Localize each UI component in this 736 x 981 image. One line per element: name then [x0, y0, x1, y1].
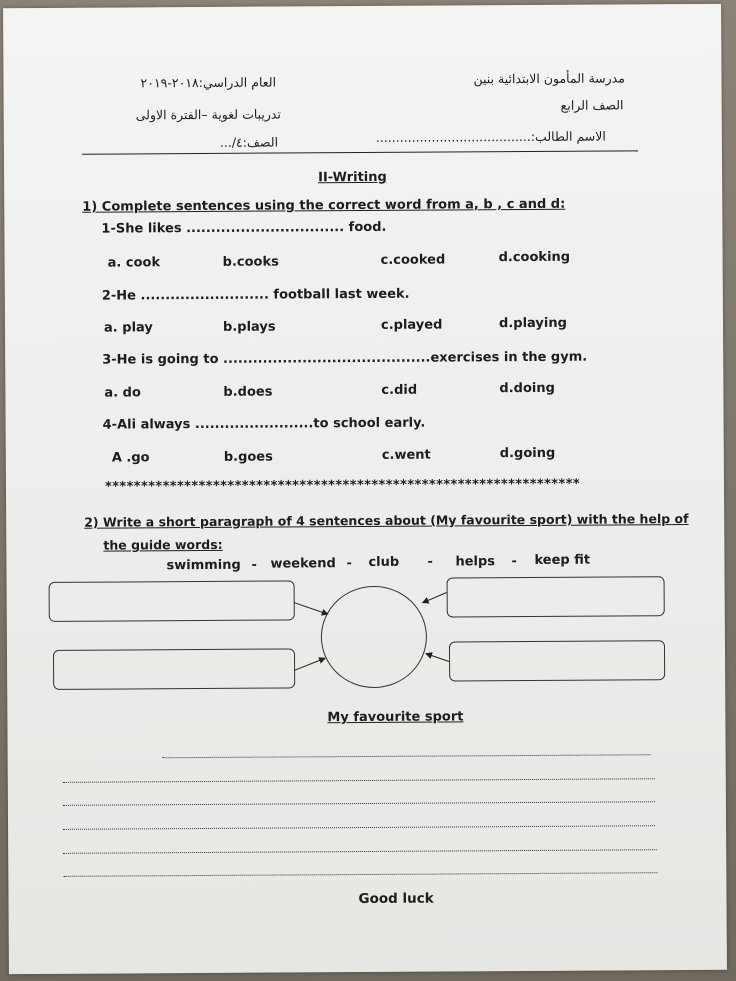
- mindmap-center-circle: [321, 586, 428, 689]
- guide-word-helps: helps: [455, 554, 496, 570]
- paragraph-title: My favourite sport: [327, 709, 464, 726]
- q1-item-1-stem: 1-She likes ................................ food.: [101, 219, 387, 237]
- writing-line-2[interactable]: [63, 778, 655, 783]
- arrow-top-right: [423, 593, 447, 603]
- arrow-top-left: [294, 602, 328, 614]
- q1-item-2-stem: 2-He .......................... football last week.: [101, 286, 410, 304]
- q1-item-4-option-c: c.went: [381, 447, 431, 463]
- guide-word-dash-3: -: [427, 554, 433, 570]
- q1-item-3-stem: 3-He is going to ..........................................exercises in the gym.: [102, 349, 588, 368]
- writing-line-5[interactable]: [63, 849, 657, 854]
- header-rule: [82, 150, 638, 154]
- guide-word-swimming: swimming: [166, 557, 241, 574]
- academic-year: العام الدراسي:٢٠١٨-٢٠١٩: [140, 74, 277, 91]
- q1-item-1-option-c: c.cooked: [380, 252, 446, 268]
- training-label: تدريبات لغوية –الفترة الاولى: [135, 106, 282, 123]
- q1-instruction-text: 1) Complete sentences using the correct word from a, b , c and d:: [82, 196, 566, 215]
- writing-line-4[interactable]: [63, 825, 655, 830]
- guide-word-club: club: [368, 554, 400, 570]
- mindmap-box-top-right: [447, 576, 665, 617]
- q1-item-3-option-a: a. do: [104, 385, 141, 401]
- q1-item-2-option-b: b.plays: [222, 319, 276, 335]
- q1-item-4-option-d: d.going: [499, 445, 556, 462]
- mindmap-box-bottom-right: [449, 640, 665, 681]
- guide-word-dash-4: -: [511, 554, 517, 570]
- q1-instruction: [82, 197, 565, 215]
- writing-line-1[interactable]: [163, 754, 651, 758]
- writing-line-3[interactable]: [63, 801, 655, 806]
- school-name: مدرسة المأمون الابتدائية بنين: [473, 70, 625, 87]
- arrow-bottom-left: [294, 658, 325, 670]
- grade-label: الصف الرابع: [560, 97, 624, 113]
- arrow-bottom-right: [426, 653, 449, 661]
- q1-item-1-option-b: b.cooks: [222, 254, 279, 270]
- good-luck-footer: Good luck: [358, 890, 434, 908]
- q1-item-4-option-a: A .go: [111, 450, 150, 466]
- writing-line-6[interactable]: [63, 872, 657, 877]
- guide-word-dash-1: -: [251, 557, 257, 573]
- mindmap-box-bottom-left: [53, 648, 295, 689]
- q1-item-1-option-a: a. cook: [107, 255, 161, 271]
- guide-word-weekend: weekend: [270, 556, 336, 572]
- separator-stars: ******************************************************************: [104, 476, 581, 495]
- q1-item-1-option-d: d.cooking: [498, 249, 571, 266]
- guide-word-dash-2: -: [346, 556, 352, 572]
- q1-item-3-option-b: b.does: [223, 384, 273, 400]
- q1-item-4-stem: 4-Ali always ........................to school early.: [102, 415, 426, 433]
- q1-item-4-option-b: b.goes: [223, 449, 273, 465]
- q1-item-2-option-c: c.played: [380, 317, 443, 333]
- q1-item-2-option-d: d.playing: [498, 315, 567, 332]
- q2-instruction-line1: 2) Write a short paragraph of 4 sentences about (My favourite sport) with the help of: [84, 511, 689, 530]
- student-name-field: الاسم الطالب:.......................................: [375, 128, 606, 145]
- guide-word-keep-fit: keep fit: [534, 552, 591, 568]
- section-title: II-Writing: [318, 169, 387, 186]
- mindmap-box-top-left: [49, 580, 295, 622]
- class-field: الصف:٤/...: [219, 134, 279, 150]
- q2-instruction-line2: the guide words:: [103, 536, 223, 553]
- q1-item-2-option-a: a. play: [103, 320, 153, 336]
- worksheet-page: [3, 4, 727, 974]
- q1-item-3-option-c: c.did: [381, 382, 418, 398]
- q1-item-3-option-d: d.doing: [499, 380, 555, 397]
